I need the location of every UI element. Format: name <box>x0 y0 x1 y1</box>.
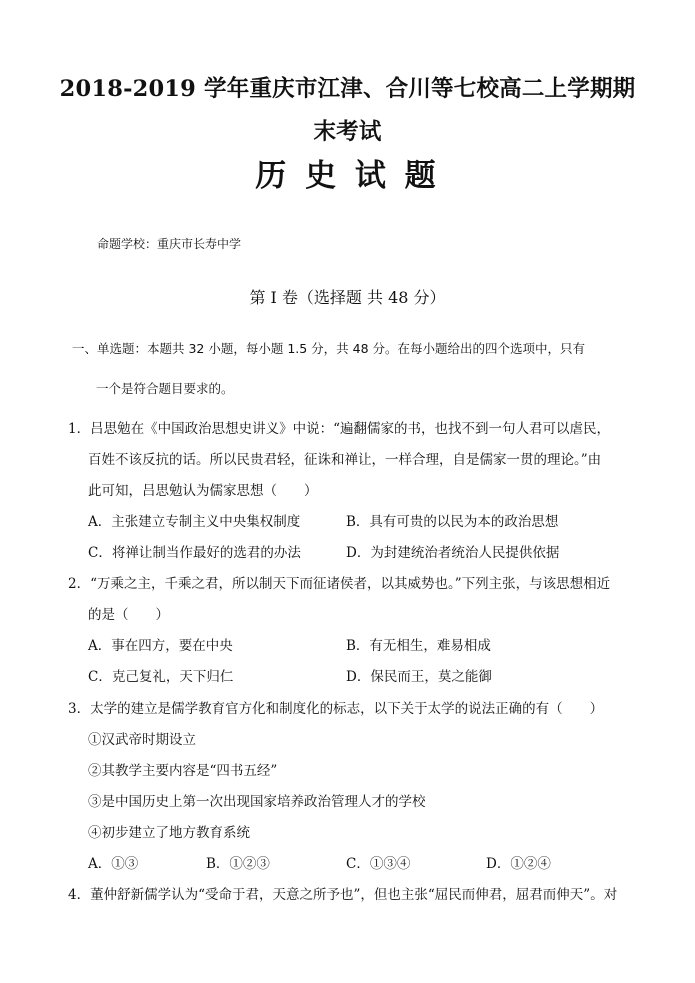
question-3-line-1: 3．太学的建立是儒学教育官方化和制度化的标志，以下关于太学的说法正确的有（ ） <box>68 701 604 717</box>
question-3-item-3: ③是中国历史上第一次出现国家培养政治管理人才的学校 <box>88 794 426 810</box>
question-3-option-a: A．①③ <box>88 856 139 872</box>
question-1-option-c: C．将禅让制当作最好的选君的办法 <box>88 545 301 561</box>
question-4-line-1: 4．董仲舒新儒学认为“受命于君，天意之所予也”，但也主张“屈民而伸君，屈君而伸天”。对 <box>68 887 618 903</box>
question-1-option-a: A．主张建立专制主义中央集权制度 <box>88 514 301 530</box>
question-1-line-2: 百姓不该反抗的话。所以民贵君轻，征诛和禅让，一样合理，自是儒家一贯的理论。”由 <box>88 452 602 468</box>
question-1-line-1: 1．吕思勉在《中国政治思想史讲义》中说：“遍翻儒家的书，也找不到一句人君可以虐民， <box>68 421 610 437</box>
question-school: 命题学校：重庆市长寿中学 <box>97 237 242 251</box>
section-instruction-line-2: 一个是符合题目要求的。 <box>96 381 234 396</box>
question-3-item-1: ①汉武帝时期设立 <box>88 732 196 748</box>
exam-subject-title: 历 史 试 题 <box>255 158 440 194</box>
question-3-option-d: D．①②④ <box>486 856 551 872</box>
question-1-option-b: B．具有可贵的以民为本的政治思想 <box>346 514 559 530</box>
question-2-line-2: 的是（ ） <box>88 607 169 623</box>
question-3-item-4: ④初步建立了地方教育系统 <box>88 825 250 841</box>
question-1-option-d: D．为封建统治者统治人民提供依据 <box>346 545 560 561</box>
question-3-item-2: ②其教学主要内容是“四书五经” <box>88 763 278 779</box>
volume-heading: 第 I 卷（选择题 共 48 分） <box>249 288 446 307</box>
question-3-option-c: C．①③④ <box>346 856 411 872</box>
exam-title-line-2: 末考试 <box>313 119 382 145</box>
question-2-option-a: A．事在四方，要在中央 <box>88 638 233 654</box>
question-2-option-c: C．克己复礼，天下归仁 <box>88 669 234 685</box>
section-instruction-line-1: 一、单选题：本题共 32 小题，每小题 1.5 分，共 48 分。在每小题给出的四个选项中，只有 <box>72 341 586 356</box>
question-2-option-b: B．有无相生，难易相成 <box>346 638 491 654</box>
question-3-option-b: B．①②③ <box>206 856 270 872</box>
question-2-line-1: 2．“万乘之主，千乘之君，所以制天下而征诸侯者，以其威势也。”下列主张，与该思想相近 <box>68 576 611 592</box>
exam-title-line-1: 2018-2019 学年重庆市江津、合川等七校高二上学期期 <box>59 76 636 102</box>
question-2-option-d: D．保民而王，莫之能御 <box>346 669 492 685</box>
question-1-line-3: 此可知，吕思勉认为儒家思想（ ） <box>88 483 318 499</box>
